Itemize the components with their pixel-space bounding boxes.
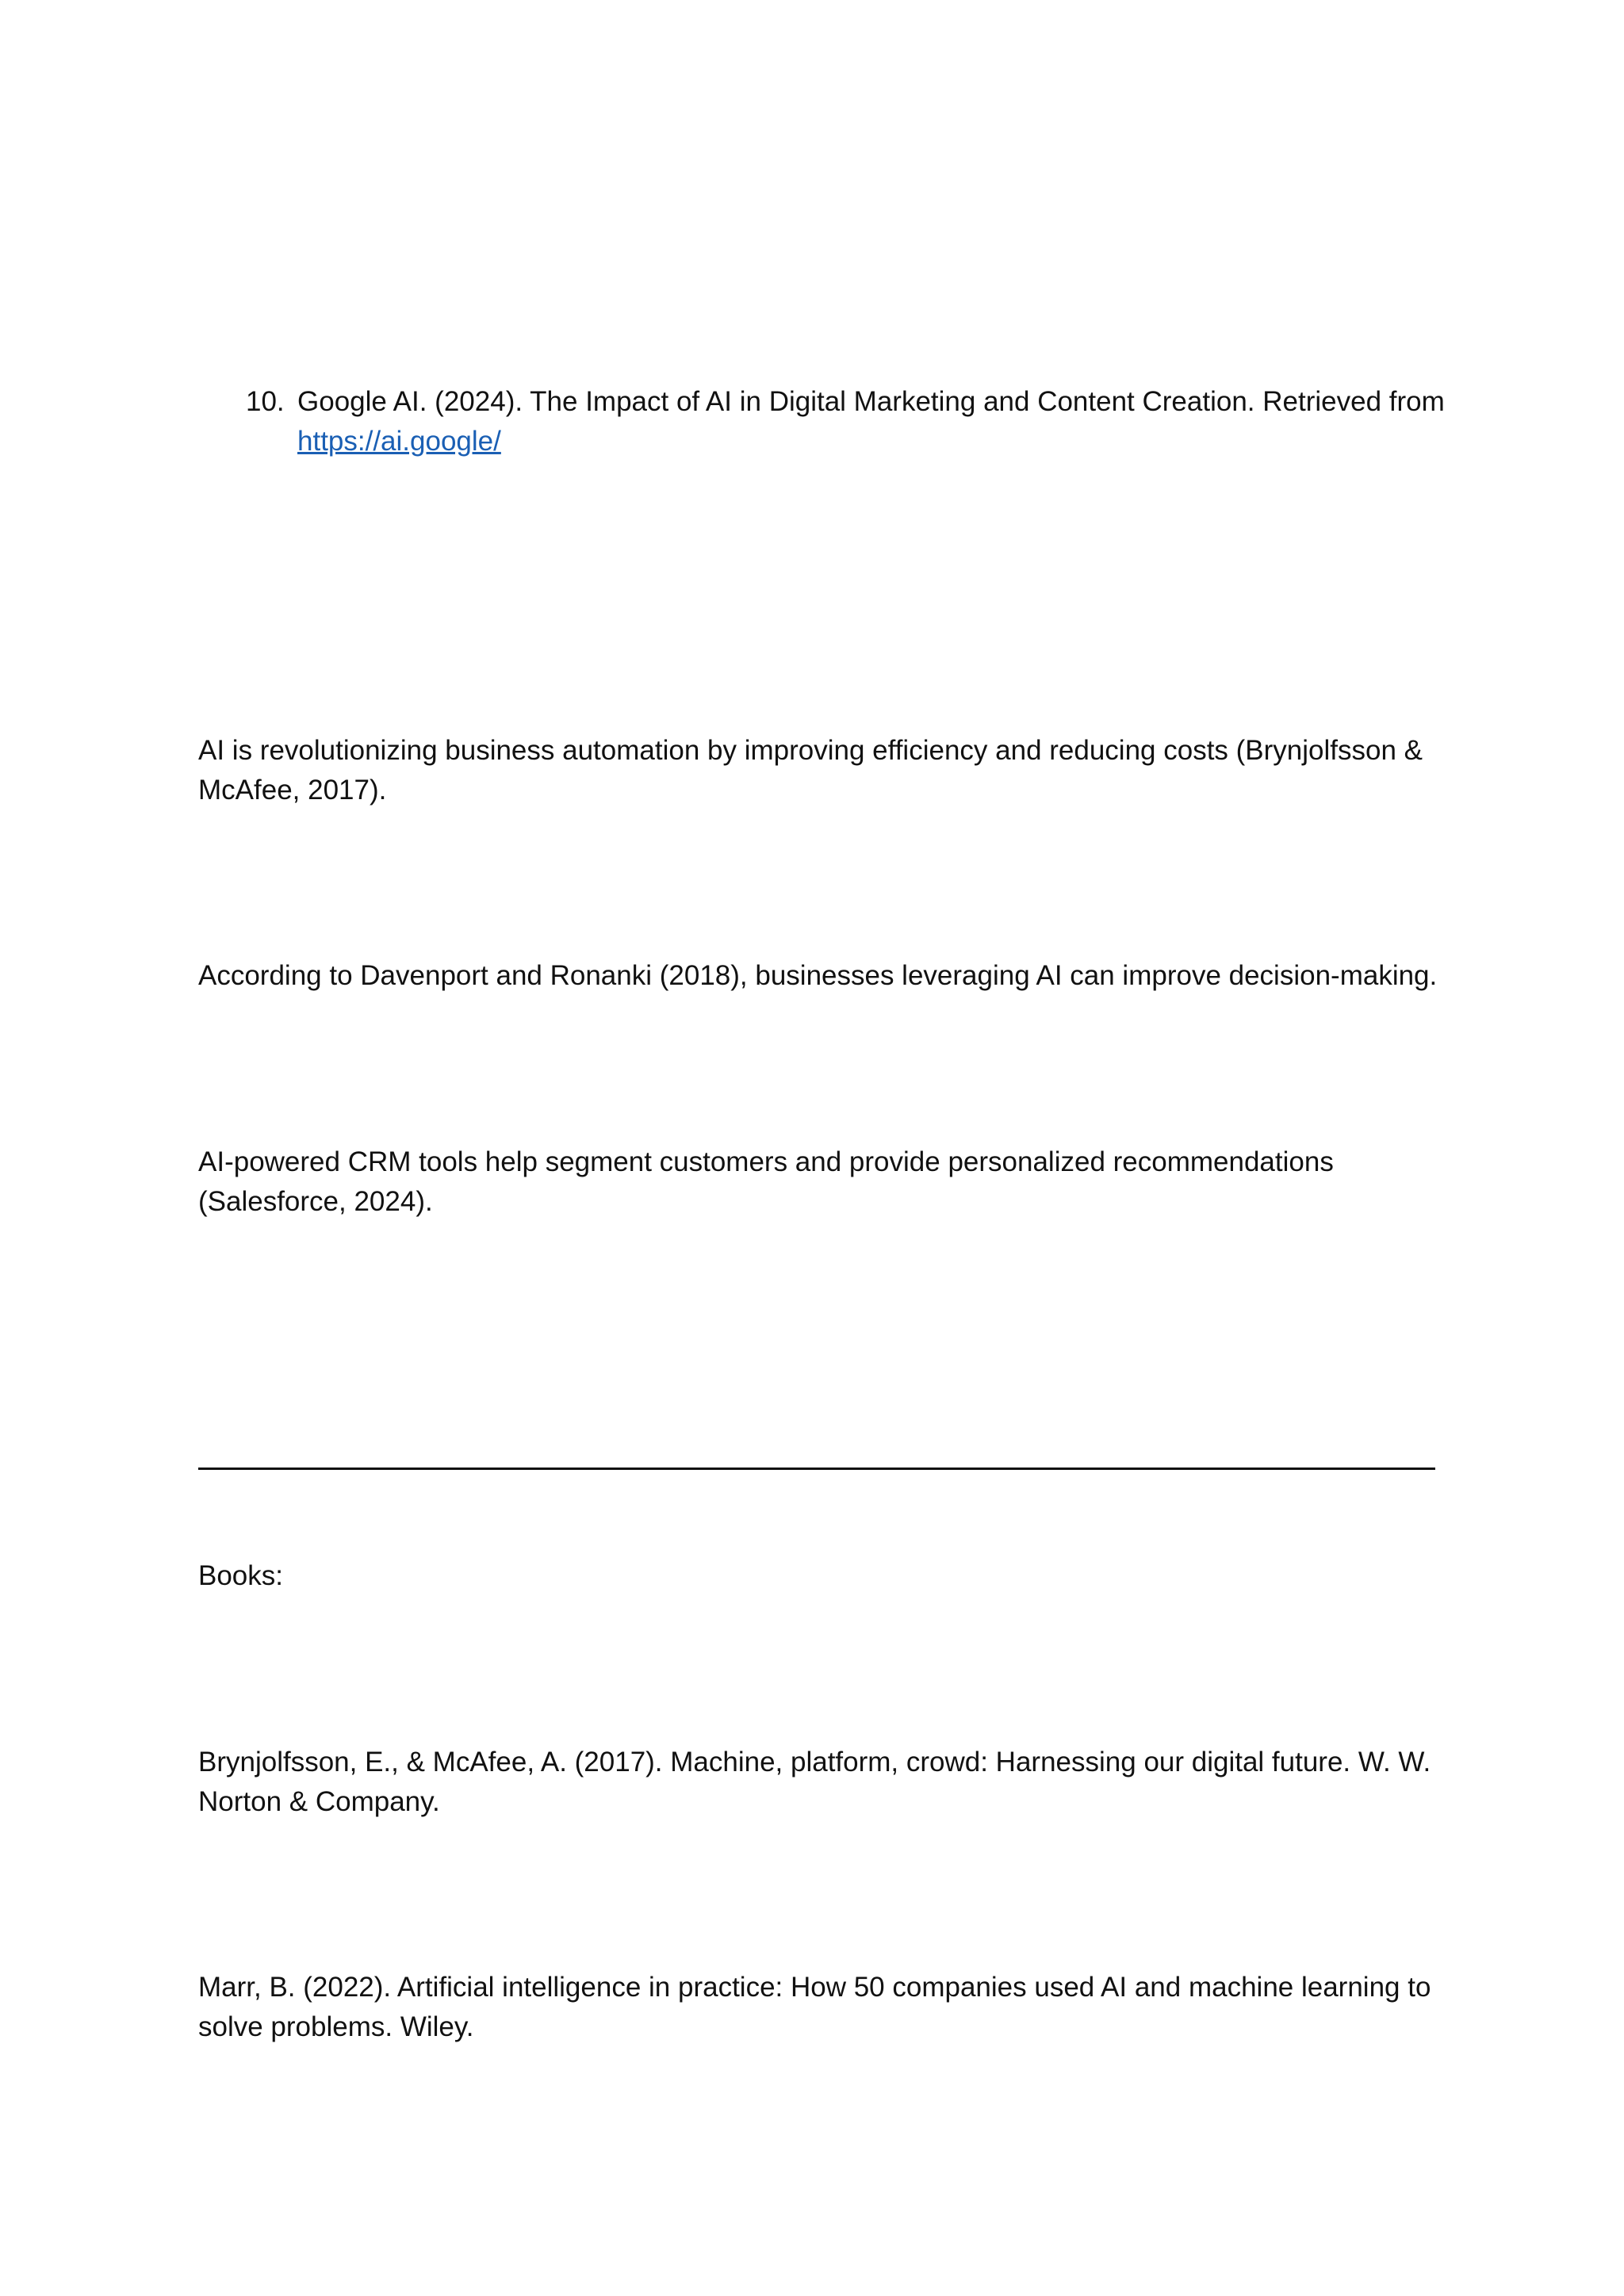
horizontal-rule xyxy=(198,1468,1435,1470)
paragraph-crm: AI-powered CRM tools help segment customers and provide personalized recommendations (Salesforce, 2024). xyxy=(198,1146,1334,1217)
book-entry-marr: Marr, B. (2022). Artificial intelligence in practice: How 50 companies used AI and machine learning to solve problems. Wiley. xyxy=(198,1972,1431,2042)
reference-link[interactable]: https://ai.google/ xyxy=(297,426,501,457)
paragraph-decision-making: According to Davenport and Ronanki (2018), businesses leveraging AI can improve decision-making. xyxy=(198,960,1438,991)
reference-citation: Google AI. (2024). The Impact of AI in Digital Marketing and Content Creation. Retrieved from xyxy=(297,386,1445,417)
list-number: 10. xyxy=(246,386,285,417)
reference-item-10 xyxy=(246,382,1451,461)
paragraph-automation: AI is revolutionizing business automation by improving efficiency and reducing costs (Brynjolfsson & McAfee, 2017). xyxy=(198,735,1423,806)
books-heading: Books: xyxy=(198,1560,283,1591)
reference-text xyxy=(297,382,1451,461)
book-entry-brynjolfsson: Brynjolfsson, E., & McAfee, A. (2017). Machine, platform, crowd: Harnessing our digital future. W. W. Norton & Company. xyxy=(198,1747,1431,1817)
